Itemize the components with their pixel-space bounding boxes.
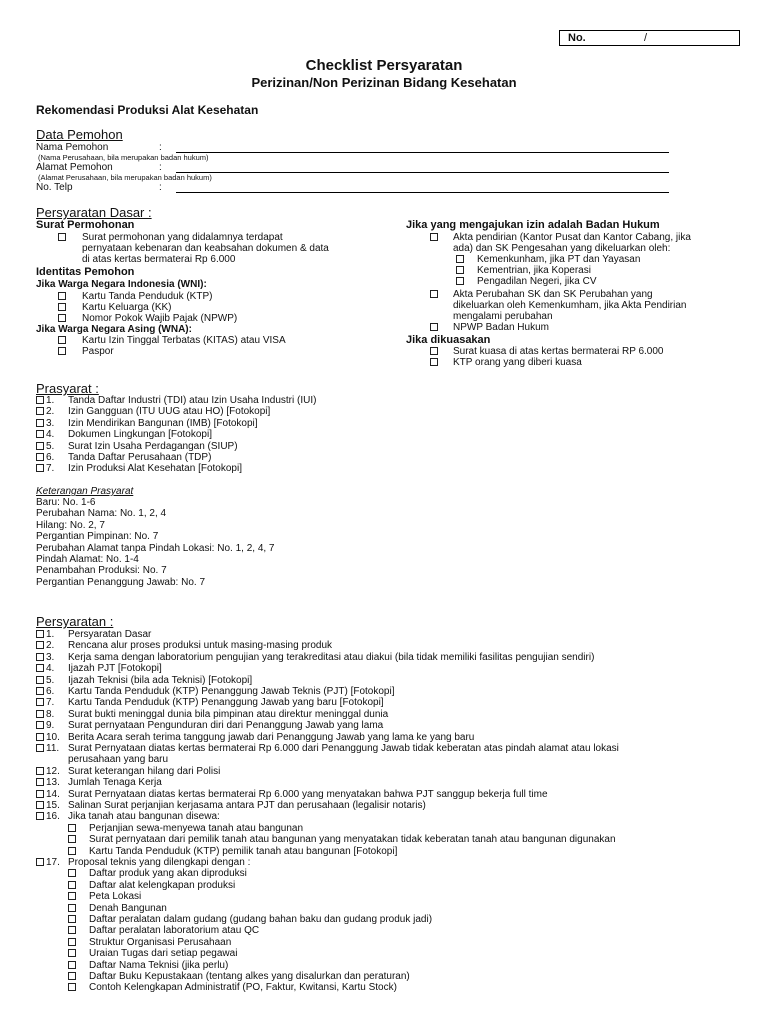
item-number: 8.	[46, 708, 55, 720]
checkbox[interactable]	[36, 778, 44, 786]
checkbox[interactable]	[36, 664, 44, 672]
checklist-item[interactable]	[36, 463, 46, 474]
checklist-item[interactable]	[36, 720, 46, 731]
badan-line: ada) dan SK Pengesahan yang dikeluarkan oleh:	[453, 243, 671, 254]
checklist-item[interactable]	[68, 846, 78, 857]
checkbox[interactable]	[456, 277, 464, 285]
persyaratan-item: Jika tanah atau bangunan disewa:	[68, 811, 220, 823]
nama-colon: :	[159, 142, 162, 153]
wni-item: Nomor Pokok Wajib Pajak (NPWP)	[82, 313, 238, 324]
number-label: No.	[568, 32, 586, 44]
persyaratan-subitem: Daftar peralatan dalam gudang (gudang bahan baku dan gudang produk jadi)	[89, 914, 433, 925]
wni-heading: Jika Warga Negara Indonesia (WNI):	[36, 279, 207, 290]
persyaratan-heading: Persyaratan :	[36, 614, 114, 629]
checklist-item[interactable]	[456, 265, 466, 276]
item-number: 5.	[46, 674, 55, 686]
persyaratan-item: Kartu Tanda Penduduk (KTP) Penanggung Jawab Teknis (PJT) [Fotokopi]	[68, 686, 395, 697]
checkbox[interactable]	[36, 453, 44, 461]
item-number: 5.	[46, 440, 55, 452]
checklist-item[interactable]	[36, 395, 46, 406]
kuasa-heading: Jika dikuasakan	[406, 334, 491, 346]
persyaratan-item: Surat bukti meninggal dunia bila pimpinan atau direktur meninggal dunia	[68, 708, 389, 720]
checkbox[interactable]	[68, 835, 76, 843]
number-separator: /	[644, 32, 648, 44]
keterangan-heading: Keterangan Prasyarat	[36, 486, 134, 497]
persyaratan-item: Surat keterangan hilang dari Polisi	[68, 765, 221, 777]
page-subtitle: Perizinan/Non Perizinan Bidang Kesehatan	[251, 75, 517, 90]
badan-hukum-heading: Jika yang mengajukan izin adalah Badan Hukum	[406, 219, 660, 231]
persyaratan-item: Surat Pernyataan diatas kertas bermaterai Rp 6.000 yang menyatakan bahwa PJT sanggup bekerja full time	[68, 788, 548, 800]
item-number: 7.	[46, 697, 55, 709]
nama-label: Nama Pemohon	[36, 142, 109, 153]
checkbox[interactable]	[36, 710, 44, 718]
number-box[interactable]	[559, 30, 740, 46]
checklist-item[interactable]	[36, 697, 46, 708]
item-number: 9.	[46, 720, 55, 732]
nama-field[interactable]	[176, 152, 669, 153]
checkbox[interactable]	[58, 233, 66, 241]
item-number: 16.	[46, 811, 60, 823]
persyaratan-item: Surat pernyataan Pengunduran diri dari Penanggung Jawab yang lama	[68, 720, 384, 732]
persyaratan-subitem: Daftar peralatan laboratorium atau QC	[89, 925, 260, 937]
checkbox[interactable]	[36, 396, 44, 404]
surat-line: pernyataan kebenaran dan keabsahan dokumen & data	[82, 243, 329, 254]
checklist-item[interactable]	[430, 357, 440, 368]
badan-sub: Kementrian, jika Koperasi	[477, 265, 591, 276]
prasyarat-item: Izin Gangguan (ITU UUG atau HO) [Fotokopi]	[68, 406, 271, 418]
badan-line: Akta pendirian (Kantor Pusat dan Kantor Cabang, jika	[453, 232, 691, 243]
item-number: 12.	[46, 765, 60, 777]
persyaratan-item: perusahaan yang baru	[68, 754, 169, 766]
checklist-item[interactable]	[456, 254, 466, 265]
checklist-item[interactable]	[68, 914, 78, 925]
persyaratan-subitem: Daftar produk yang akan diproduksi	[89, 868, 247, 880]
checkbox[interactable]	[58, 347, 66, 355]
persyaratan-subitem: Kartu Tanda Penduduk (KTP) pemilik tanah atau bangunan [Fotokopi]	[89, 845, 398, 857]
checkbox[interactable]	[36, 630, 44, 638]
persyaratan-item: Jumlah Tenaga Kerja	[68, 777, 162, 789]
checklist-item[interactable]	[36, 441, 46, 452]
checklist-item[interactable]	[36, 686, 46, 697]
item-number: 6.	[46, 452, 55, 463]
checkbox[interactable]	[36, 721, 44, 729]
checkbox[interactable]	[430, 233, 438, 241]
item-number: 17.	[46, 857, 60, 868]
alamat-note: (Alamat Perusahaan, bila merupakan badan hukum)	[38, 173, 212, 182]
checklist-item[interactable]	[68, 960, 78, 971]
surat-line: Surat permohonan yang didalamnya terdapat	[82, 232, 283, 243]
checkbox[interactable]	[36, 641, 44, 649]
checklist-item[interactable]	[36, 789, 46, 800]
checklist-item[interactable]	[36, 418, 46, 429]
item-number: 10.	[46, 731, 60, 743]
badan-sub: Pengadilan Negeri, jika CV	[477, 276, 597, 287]
persyaratan-subitem: Perjanjian sewa-menyewa tanah atau bangunan	[89, 822, 304, 834]
checkbox[interactable]	[58, 336, 66, 344]
item-number: 3.	[46, 417, 55, 429]
alamat-field[interactable]	[176, 172, 669, 173]
checklist-item[interactable]	[430, 289, 440, 300]
keterangan-line: Perubahan Alamat tanpa Pindah Lokasi: No. 1, 2, 4, 7	[36, 542, 275, 554]
checkbox[interactable]	[36, 419, 44, 427]
checkbox[interactable]	[36, 790, 44, 798]
checklist-item[interactable]	[68, 868, 78, 879]
checkbox[interactable]	[68, 915, 76, 923]
checklist-item[interactable]	[36, 652, 46, 663]
keterangan-line: Penambahan Produksi: No. 7	[36, 565, 167, 577]
badan-line: Akta Perubahan SK dan SK Perubahan yang	[453, 289, 653, 300]
checkbox[interactable]	[68, 869, 76, 877]
kuasa-item: Surat kuasa di atas kertas bermaterai RP 6.000	[453, 346, 664, 357]
checkbox[interactable]	[36, 676, 44, 684]
prasyarat-item: Surat Izin Usaha Perdagangan (SIUP)	[68, 440, 238, 452]
checklist-item[interactable]	[36, 640, 46, 651]
persyaratan-item: Salinan Surat perjanjian kerjasama antara PJT dan perusahaan (legalisir notaris)	[68, 800, 426, 811]
persyaratan-item: Kartu Tanda Penduduk (KTP) Penanggung Jawab yang baru [Fotokopi]	[68, 697, 384, 709]
checkbox[interactable]	[68, 892, 76, 900]
prasyarat-item: Izin Produksi Alat Kesehatan [Fotokopi]	[68, 463, 242, 475]
checkbox[interactable]	[36, 733, 44, 741]
recommendation-title: Rekomendasi Produksi Alat Kesehatan	[36, 103, 259, 117]
persyaratan-item: Rencana alur proses produksi untuk masing-masing produk	[68, 640, 333, 652]
keterangan-line: Perubahan Nama: No. 1, 2, 4	[36, 508, 167, 520]
checklist-item[interactable]	[36, 811, 46, 822]
checklist-item[interactable]	[36, 429, 46, 440]
checklist-item[interactable]	[36, 629, 46, 640]
checklist-item[interactable]	[58, 335, 68, 346]
keterangan-line: Hilang: No. 2, 7	[36, 519, 105, 531]
checklist-item[interactable]	[36, 743, 46, 754]
checkbox[interactable]	[68, 949, 76, 957]
checklist-item[interactable]	[430, 322, 440, 333]
checklist-item[interactable]	[36, 675, 46, 686]
wna-item: Paspor	[82, 346, 114, 357]
checklist-item[interactable]	[68, 834, 78, 845]
keterangan-line: Pergantian Penanggung Jawab: No. 7	[36, 576, 206, 588]
prasyarat-item: Tanda Daftar Perusahaan (TDP)	[68, 452, 212, 463]
checklist-item[interactable]	[36, 663, 46, 674]
item-number: 6.	[46, 686, 55, 697]
item-number: 2.	[46, 640, 55, 652]
persyaratan-dasar-heading: Persyaratan Dasar :	[36, 205, 152, 220]
keterangan-line: Pindah Alamat: No. 1-4	[36, 554, 139, 565]
item-number: 1.	[46, 629, 55, 640]
badan-line: mengalami perubahan	[453, 311, 553, 322]
checkbox[interactable]	[430, 347, 438, 355]
checklist-item[interactable]	[68, 903, 78, 914]
persyaratan-item: Surat Pernyataan diatas kertas bermaterai Rp 6.000 dari Penanggung Jawab tidak keberatan atas pindah alamat atau lokasi	[68, 743, 619, 754]
checkbox[interactable]	[36, 442, 44, 450]
checkbox[interactable]	[68, 972, 76, 980]
checkbox[interactable]	[36, 858, 44, 866]
badan-line: NPWP Badan Hukum	[453, 322, 549, 333]
prasyarat-item: Tanda Daftar Industri (TDI) atau Izin Usaha Industri (IUI)	[68, 395, 317, 406]
checklist-item[interactable]	[68, 948, 78, 959]
badan-line: dikeluarkan oleh Kemenkumham, jika Akta Pendirian	[453, 300, 687, 311]
checkbox[interactable]	[36, 767, 44, 775]
checklist-item[interactable]	[58, 313, 68, 324]
wni-item: Kartu Keluarga (KK)	[82, 302, 172, 313]
item-number: 14.	[46, 788, 60, 800]
alamat-label: Alamat Pemohon	[36, 162, 113, 173]
persyaratan-item: Ijazah PJT [Fotokopi]	[68, 663, 162, 675]
checkbox[interactable]	[68, 824, 76, 832]
kuasa-item: KTP orang yang diberi kuasa	[453, 357, 582, 368]
checkbox[interactable]	[36, 430, 44, 438]
item-number: 7.	[46, 463, 55, 475]
persyaratan-subitem: Daftar Buku Kepustakaan (tentang alkes yang disalurkan dan peraturan)	[89, 971, 410, 982]
checklist-item[interactable]	[58, 232, 68, 243]
checkbox[interactable]	[36, 801, 44, 809]
item-number: 1.	[46, 395, 55, 406]
persyaratan-subitem: Uraian Tugas dari setiap pegawai	[89, 948, 238, 960]
checkbox[interactable]	[36, 407, 44, 415]
checkbox[interactable]	[68, 961, 76, 969]
checkbox[interactable]	[68, 983, 76, 991]
keterangan-line: Pergantian Pimpinan: No. 7	[36, 531, 159, 543]
checklist-item[interactable]	[36, 800, 46, 811]
checklist-item[interactable]	[68, 880, 78, 891]
checklist-item[interactable]	[456, 276, 466, 287]
persyaratan-subitem: Contoh Kelengkapan Administratif (PO, Faktur, Kwitansi, Kartu Stock)	[89, 982, 397, 994]
checklist-item[interactable]	[36, 406, 46, 417]
checklist-item[interactable]	[36, 777, 46, 788]
checklist-item[interactable]	[36, 452, 46, 463]
persyaratan-item: Kerja sama dengan laboratorium pengujian yang terakreditasi atau diakui (bila tidak memiliki fasilitas pengujian sendiri)	[68, 651, 595, 663]
badan-sub: Kemenkunham, jika PT dan Yayasan	[477, 254, 641, 265]
data-pemohon-heading: Data Pemohon	[36, 127, 123, 142]
wni-item: Kartu Tanda Penduduk (KTP)	[82, 291, 213, 302]
checklist-item[interactable]	[68, 937, 78, 948]
checkbox[interactable]	[58, 303, 66, 311]
persyaratan-subitem: Peta Lokasi	[89, 891, 142, 903]
persyaratan-item: Proposal teknis yang dilengkapi dengan :	[68, 857, 251, 868]
surat-permohonan-heading: Surat Permohonan	[36, 219, 135, 231]
persyaratan-subitem: Surat pernyataan dari pemilik tanah atau bangunan yang menyatakan tidak keberatan tanah atau bangunan digunakan	[89, 834, 616, 846]
checkbox[interactable]	[36, 464, 44, 472]
prasyarat-heading: Prasyarat :	[36, 381, 99, 396]
checklist-item[interactable]	[68, 891, 78, 902]
checklist-item[interactable]	[68, 823, 78, 834]
checkbox[interactable]	[36, 812, 44, 820]
telp-label: No. Telp	[36, 182, 73, 193]
checklist-item[interactable]	[58, 346, 68, 357]
checkbox[interactable]	[430, 358, 438, 366]
telp-field[interactable]	[176, 192, 669, 193]
checklist-item[interactable]	[36, 709, 46, 720]
wna-heading: Jika Warga Negara Asing (WNA):	[36, 324, 192, 335]
prasyarat-item: Izin Mendirikan Bangunan (IMB) [Fotokopi]	[68, 417, 258, 429]
surat-line: di atas kertas bermaterai Rp 6.000	[82, 254, 236, 265]
checkbox[interactable]	[36, 653, 44, 661]
persyaratan-item: Ijazah Teknisi (bila ada Teknisi) [Fotokopi]	[68, 674, 253, 686]
checkbox[interactable]	[430, 290, 438, 298]
checkbox[interactable]	[430, 323, 438, 331]
checkbox[interactable]	[68, 847, 76, 855]
nama-note: (Nama Perusahaan, bila merupakan badan hukum)	[38, 153, 209, 162]
checkbox[interactable]	[456, 255, 464, 263]
item-number: 3.	[46, 651, 55, 663]
item-number: 4.	[46, 663, 55, 675]
checklist-item[interactable]	[36, 857, 46, 868]
item-number: 11.	[46, 743, 60, 754]
checklist-item[interactable]	[68, 925, 78, 936]
persyaratan-item: Persyaratan Dasar	[68, 629, 152, 640]
item-number: 13.	[46, 777, 60, 789]
checkbox[interactable]	[456, 266, 464, 274]
checklist-item[interactable]	[36, 732, 46, 743]
telp-colon: :	[159, 182, 162, 193]
item-number: 4.	[46, 429, 55, 441]
prasyarat-item: Dokumen Lingkungan [Fotokopi]	[68, 429, 212, 441]
alamat-colon: :	[159, 162, 162, 173]
checklist-item[interactable]	[58, 302, 68, 313]
wna-item: Kartu Izin Tinggal Terbatas (KITAS) atau VISA	[82, 335, 286, 346]
checkbox[interactable]	[36, 687, 44, 695]
checkbox[interactable]	[58, 314, 66, 322]
checkbox[interactable]	[58, 292, 66, 300]
persyaratan-subitem: Daftar alat kelengkapan produksi	[89, 879, 236, 891]
identitas-heading: Identitas Pemohon	[36, 266, 135, 278]
checklist-item[interactable]	[36, 766, 46, 777]
keterangan-line: Baru: No. 1-6	[36, 497, 96, 508]
checkbox[interactable]	[68, 938, 76, 946]
checklist-item[interactable]	[58, 291, 68, 302]
checkbox[interactable]	[36, 698, 44, 706]
page-title: Checklist Persyaratan	[305, 57, 463, 74]
checkbox[interactable]	[68, 926, 76, 934]
persyaratan-subitem: Struktur Organisasi Perusahaan	[89, 936, 232, 948]
checkbox[interactable]	[36, 744, 44, 752]
checklist-item[interactable]	[430, 232, 440, 243]
checkbox[interactable]	[68, 904, 76, 912]
item-number: 2.	[46, 406, 55, 418]
persyaratan-item: Berita Acara serah terima tanggung jawab dari Penanggung Jawab yang lama ke yang baru	[68, 731, 475, 743]
persyaratan-subitem: Daftar Nama Teknisi (jika perlu)	[89, 959, 229, 971]
item-number: 15.	[46, 800, 60, 811]
persyaratan-subitem: Denah Bangunan	[89, 902, 167, 914]
checklist-item[interactable]	[430, 346, 440, 357]
checklist-item[interactable]	[68, 982, 78, 993]
checklist-item[interactable]	[68, 971, 78, 982]
checkbox[interactable]	[68, 881, 76, 889]
